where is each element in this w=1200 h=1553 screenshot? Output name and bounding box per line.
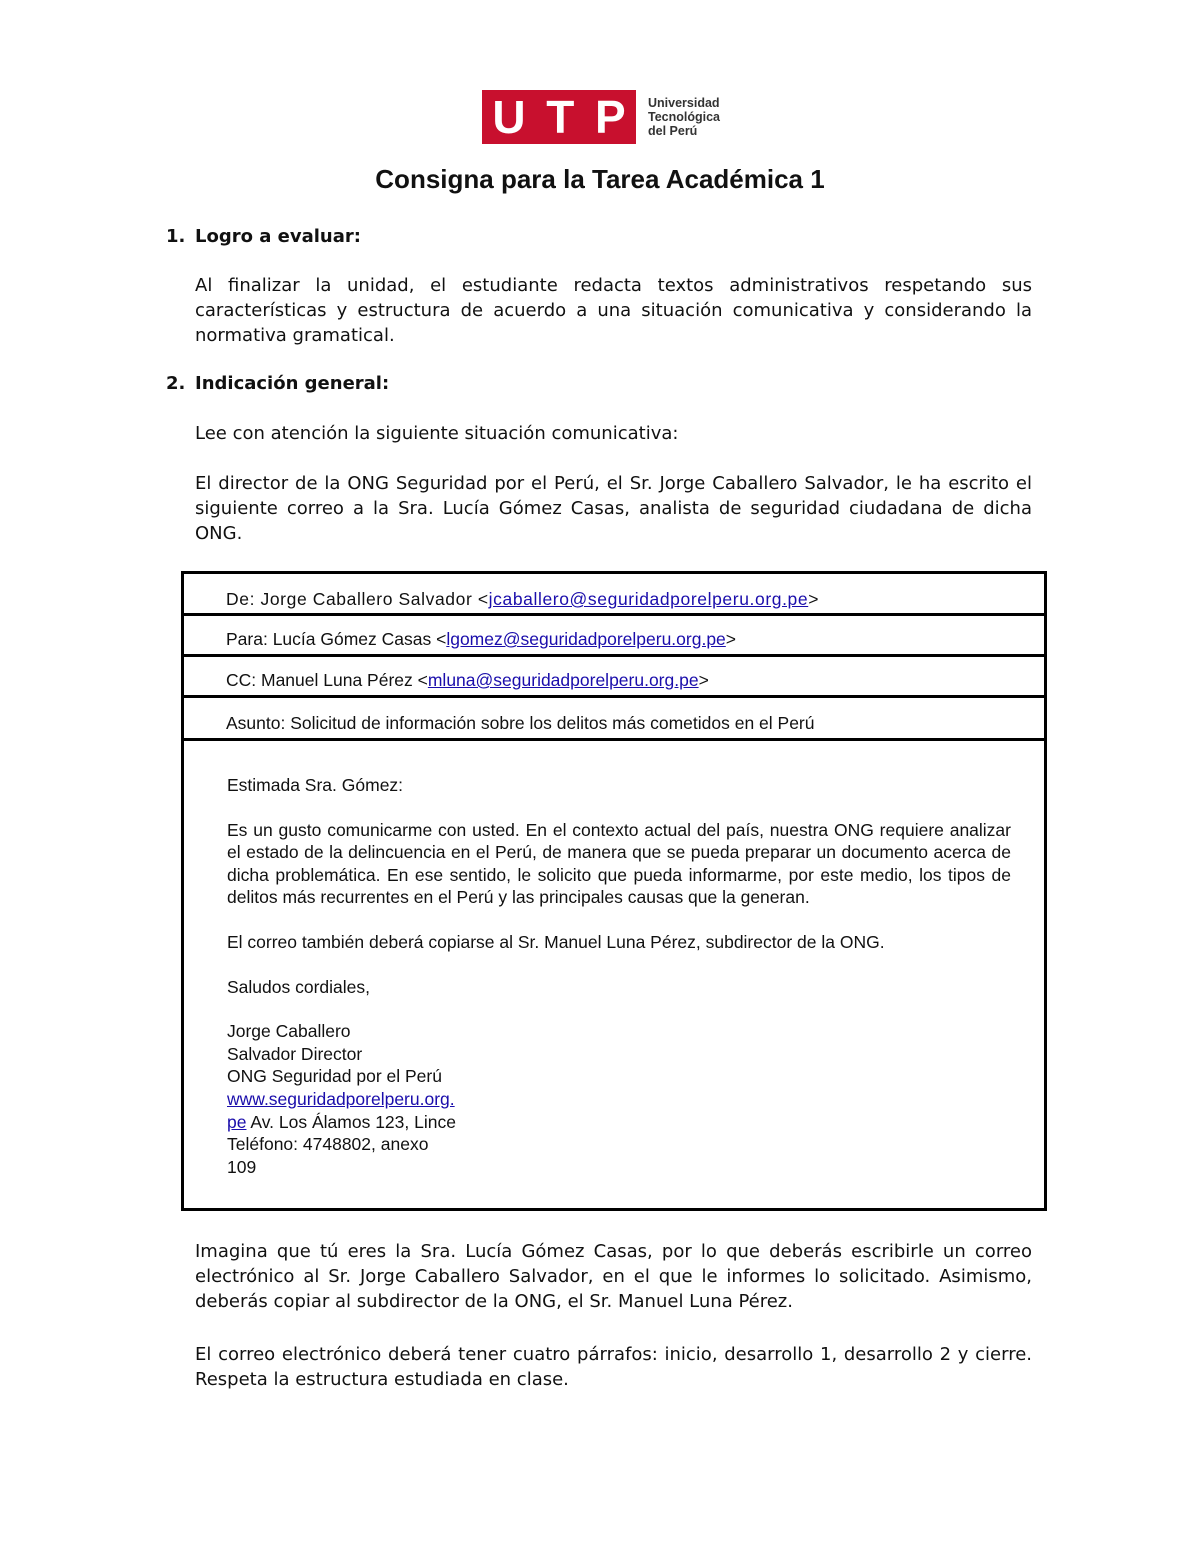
signature-name: Jorge Caballero xyxy=(227,1021,351,1042)
email-cc xyxy=(226,670,709,691)
signature-org: ONG Seguridad por el Perú xyxy=(227,1066,442,1087)
section-2-heading xyxy=(166,373,389,394)
email-to xyxy=(226,629,736,650)
email-from-close: > xyxy=(808,589,820,609)
logo-letter-t: T xyxy=(546,91,575,143)
logo-wordmark xyxy=(648,96,720,138)
page-title: Consigna para la Tarea Académica 1 xyxy=(375,164,825,194)
email-to-row xyxy=(184,616,1044,657)
signature-website-link-end[interactable]: pe xyxy=(227,1111,247,1132)
section-1-title: Logro a evaluar: xyxy=(195,226,361,247)
email-from-label: De: Jorge Caballero Salvador < xyxy=(226,589,489,609)
utp-logo-mark xyxy=(482,90,636,144)
email-subject-row xyxy=(184,698,1044,741)
email-body xyxy=(227,774,1011,1178)
section-2-title: Indicación general: xyxy=(195,373,390,394)
email-cc-close: > xyxy=(698,670,709,690)
email-cc-link[interactable]: mluna@seguridadporelperu.org.pe xyxy=(427,670,699,690)
after-email-paragraph-2: El correo electrónico deberá tener cuatro párrafos: inicio, desarrollo 1, desarrollo 2 y cierre. Respeta la estructura estudiada en clase. xyxy=(195,1344,1032,1390)
signature-website-link[interactable]: www.seguridadporelperu.org. xyxy=(227,1088,455,1109)
email-to-link[interactable]: lgomez@seguridadporelperu.org.pe xyxy=(446,629,726,649)
email-to-label: Para: Lucía Gómez Casas < xyxy=(226,629,447,649)
signature-address: Av. Los Álamos 123, Lince xyxy=(246,1111,456,1132)
email-box xyxy=(181,571,1047,1211)
email-from-row xyxy=(184,574,1044,616)
section-2-number: 2. xyxy=(166,373,186,394)
after-email-paragraph-1: Imagina que tú eres la Sra. Lucía Gómez Casas, por lo que deberás escribirle un correo electrónico al Sr. Jorge Caballero Salvador, en el que le informes lo solicitado. Asimismo, deberás copiar al subdirector de la ONG, el Sr. Manuel Luna Pérez. xyxy=(195,1241,1032,1312)
email-paragraph-2: El correo también deberá copiarse al Sr. Manuel Luna Pérez, subdirector de la ONG. xyxy=(227,931,885,952)
signature-phone: Teléfono: 4748802, anexo xyxy=(227,1134,429,1155)
signature-website xyxy=(227,1088,1011,1111)
email-cc-row xyxy=(184,657,1044,698)
section-2-intro: Lee con atención la siguiente situación comunicativa: xyxy=(195,423,679,444)
logo-line-2: Tecnológica xyxy=(648,110,721,124)
section-2-context: El director de la ONG Seguridad por el Perú, el Sr. Jorge Caballero Salvador, le ha escrito el siguiente correo a la Sra. Lucía Gómez Casas, analista de seguridad ciudadana de dicha ONG. xyxy=(195,473,1032,544)
email-cc-label: CC: Manuel Luna Pérez < xyxy=(226,670,428,690)
email-paragraph-1: Es un gusto comunicarme con usted. En el contexto actual del país, nuestra ONG requiere analizar el estado de la delincuencia en el Perú, de manera que se pueda preparar un documento acerca de dicha problemática. En ese sentido, le solicito que pueda informarme, por este medio, los tipos de delitos más recurrentes en el Perú y las principales causas que la generan. xyxy=(227,819,1011,908)
logo-letter-p: P xyxy=(594,91,626,143)
email-greeting: Estimada Sra. Gómez: xyxy=(227,775,404,795)
email-subject: Asunto: Solicitud de información sobre los delitos más cometidos en el Perú xyxy=(226,713,815,733)
logo-letter-u: U xyxy=(492,91,526,143)
email-from xyxy=(226,589,819,610)
logo-line-1: Universidad xyxy=(648,96,720,110)
section-1-number: 1. xyxy=(166,226,186,247)
section-1-text: Al finalizar la unidad, el estudiante redacta textos administrativos respetando sus características y estructura de acuerdo a una situación comunicativa y considerando la normativa gramatical. xyxy=(195,275,1032,346)
utp-logo xyxy=(482,90,720,144)
signature-address-line xyxy=(227,1111,1011,1134)
signature-extension: 109 xyxy=(227,1156,257,1177)
email-from-link[interactable]: jcaballero@seguridadporelperu.org.pe xyxy=(488,589,809,609)
logo-line-3: del Perú xyxy=(648,124,698,138)
email-to-close: > xyxy=(725,629,737,649)
email-closing: Saludos cordiales, xyxy=(227,976,370,997)
section-1-heading xyxy=(166,226,361,247)
signature-title: Salvador Director xyxy=(227,1043,363,1064)
